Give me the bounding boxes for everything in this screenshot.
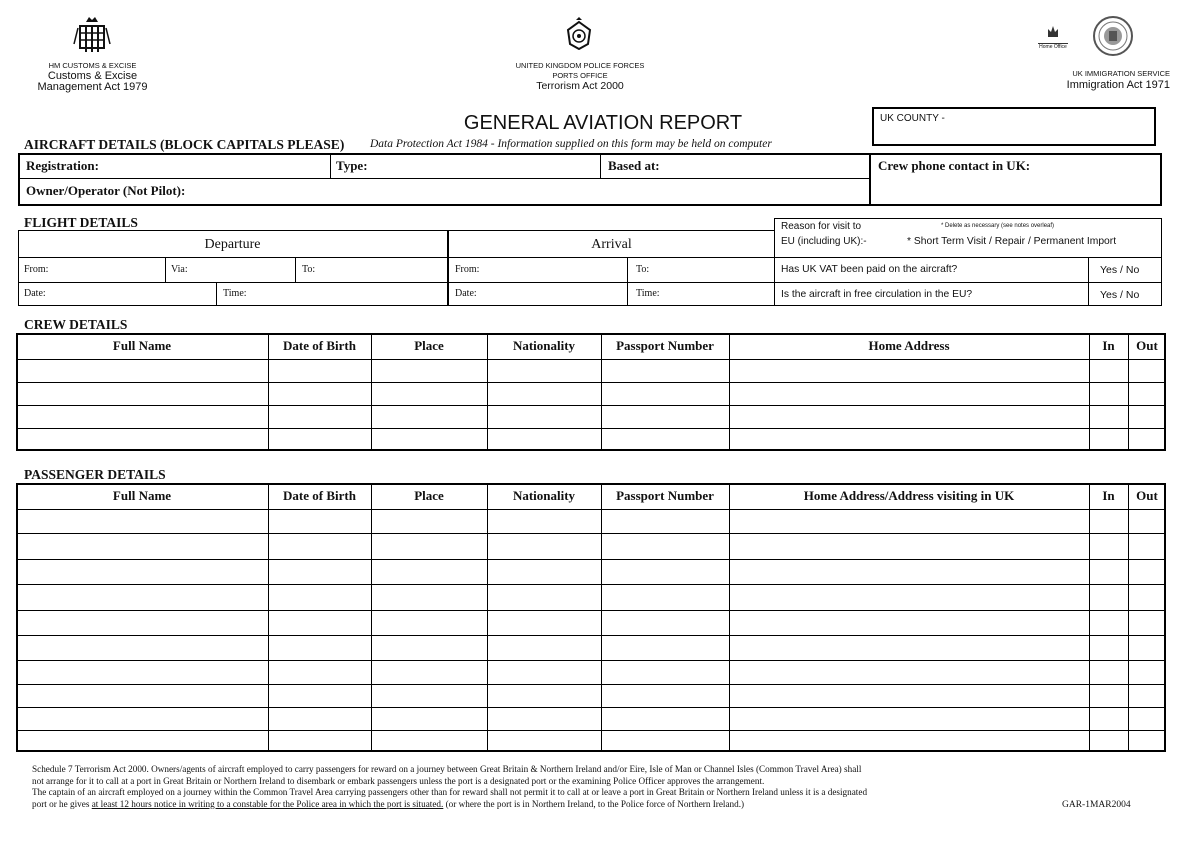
crew-col-header: Full Name — [112, 338, 172, 353]
free-circulation-yes-no[interactable]: Yes / No — [1100, 289, 1140, 301]
eu-box-line-2 — [774, 282, 1162, 283]
crew-cell[interactable] — [17, 406, 267, 427]
passenger-col-header: In — [1102, 488, 1115, 503]
passenger-cell[interactable] — [17, 611, 267, 634]
immigration-act: Immigration Act 1971 — [1066, 79, 1170, 91]
passenger-cell[interactable] — [269, 708, 370, 729]
passenger-cell[interactable] — [602, 685, 728, 706]
eu-including-uk-label: EU (including UK):- — [781, 236, 867, 247]
passenger-cell[interactable] — [488, 708, 600, 729]
passenger-cell[interactable] — [372, 510, 486, 532]
crew-cell[interactable] — [269, 429, 370, 450]
crew-row — [16, 359, 1166, 382]
passenger-cell[interactable] — [488, 611, 600, 634]
passenger-cell[interactable] — [488, 534, 600, 558]
police-badge-icon — [566, 16, 592, 50]
passenger-cell[interactable] — [602, 560, 728, 583]
portcullis-crest-icon — [72, 14, 112, 58]
passenger-details-heading: PASSENGER DETAILS — [24, 467, 166, 482]
departure-via-field[interactable] — [167, 259, 294, 281]
passenger-cell[interactable] — [602, 661, 728, 683]
arrival-header: Arrival — [591, 237, 632, 252]
crew-cell[interactable] — [602, 360, 728, 381]
crew-cell[interactable] — [1129, 406, 1165, 427]
passenger-cell[interactable] — [17, 731, 267, 751]
passenger-cell[interactable] — [1090, 510, 1127, 532]
customs-agency-name: HM CUSTOMS & EXCISE — [48, 61, 137, 70]
passenger-cell[interactable] — [1129, 560, 1165, 583]
terrorism-act: Terrorism Act 2000 — [536, 80, 624, 92]
crew-table — [16, 333, 1166, 451]
crew-row — [16, 382, 1166, 405]
passenger-cell[interactable] — [488, 636, 600, 659]
footer-line-2: not arrange for it to call at a port in Great Britain or Northern Ireland to disembark or embark passengers unless the port is a designated port or the examining Police Officer approves the arrangement. — [32, 775, 765, 786]
passenger-cell[interactable] — [372, 708, 486, 729]
crew-cell[interactable] — [372, 383, 486, 404]
passenger-cell[interactable] — [1129, 585, 1165, 609]
footer-line-4-start: port or he gives — [32, 798, 92, 809]
owner-operator-label: Owner/Operator (Not Pilot): — [26, 183, 186, 198]
legal-footer — [32, 764, 1162, 810]
crew-cell[interactable] — [1090, 406, 1127, 427]
type-label: Type: — [336, 158, 368, 173]
passenger-cell[interactable] — [1090, 611, 1127, 634]
crown-icon — [1047, 24, 1059, 38]
visit-reason-options[interactable]: * Short Term Visit / Repair / Permanent Import — [907, 236, 1117, 247]
registration-field[interactable] — [20, 155, 329, 177]
passenger-cell[interactable] — [730, 731, 1088, 751]
passenger-cell[interactable] — [730, 585, 1088, 609]
passenger-row — [16, 610, 1166, 635]
notice-requirement: at least 12 hours notice in writing to a constable for the Police area in which the port is situated. — [91, 798, 444, 809]
immigration-service-name: UK IMMIGRATION SERVICE — [1072, 69, 1170, 78]
crew-cell[interactable] — [1090, 383, 1127, 404]
home-office-badge — [1038, 24, 1068, 50]
passenger-cell[interactable] — [730, 708, 1088, 729]
police-header-text — [480, 61, 680, 92]
passenger-cell[interactable] — [730, 510, 1088, 532]
passenger-cell[interactable] — [269, 611, 370, 634]
passenger-cell[interactable] — [602, 510, 728, 532]
passenger-row — [16, 635, 1166, 660]
passenger-cell[interactable] — [488, 731, 600, 751]
passenger-cell[interactable] — [372, 611, 486, 634]
arr-col-divider — [627, 257, 628, 305]
passenger-cell[interactable] — [730, 560, 1088, 583]
free-circulation-question: Is the aircraft in free circulation in the EU? — [781, 289, 973, 300]
crew-row — [16, 405, 1166, 428]
passenger-row — [16, 509, 1166, 533]
crew-cell[interactable] — [602, 406, 728, 427]
passenger-cell[interactable] — [1129, 636, 1165, 659]
crew-cell[interactable] — [602, 383, 728, 404]
passenger-cell[interactable] — [1129, 611, 1165, 634]
passenger-col-header: Home Address/Address visiting in UK — [803, 488, 1015, 503]
passenger-cell[interactable] — [730, 636, 1088, 659]
passenger-cell[interactable] — [17, 510, 267, 532]
flight-top-line — [18, 230, 774, 231]
passenger-cell[interactable] — [1090, 661, 1127, 683]
police-forces-name: UNITED KINGDOM POLICE FORCES — [515, 61, 645, 70]
passenger-cell[interactable] — [730, 611, 1088, 634]
passenger-cell[interactable] — [17, 585, 267, 609]
passenger-row — [16, 707, 1166, 730]
crew-cell[interactable] — [730, 383, 1088, 404]
passenger-cell[interactable] — [372, 685, 486, 706]
departure-date-field[interactable] — [20, 284, 215, 304]
passenger-cell[interactable] — [269, 636, 370, 659]
passenger-row — [16, 660, 1166, 684]
passenger-cell[interactable] — [1129, 510, 1165, 532]
form-code: GAR-1MAR2004 — [1062, 800, 1131, 810]
vat-yes-no[interactable]: Yes / No — [1100, 264, 1140, 276]
crew-row — [16, 428, 1166, 451]
crew-details-heading: CREW DETAILS — [24, 317, 128, 332]
passenger-cell[interactable] — [1129, 708, 1165, 729]
passenger-cell[interactable] — [17, 534, 267, 558]
crew-cell[interactable] — [488, 360, 600, 381]
passenger-cell[interactable] — [17, 560, 267, 583]
passenger-cell[interactable] — [730, 685, 1088, 706]
passenger-row — [16, 684, 1166, 707]
passenger-col-header: Full Name — [112, 488, 172, 503]
passenger-cell[interactable] — [602, 708, 728, 729]
passenger-cell[interactable] — [602, 731, 728, 751]
crew-cell[interactable] — [488, 406, 600, 427]
departure-time-field[interactable] — [218, 284, 446, 304]
arrival-from-field[interactable] — [450, 259, 626, 281]
passenger-cell[interactable] — [488, 661, 600, 683]
passenger-cell[interactable] — [488, 585, 600, 609]
departure-from-field[interactable] — [20, 259, 164, 281]
passenger-col-header: Date of Birth — [283, 488, 356, 503]
dep-from-via-divider — [165, 257, 166, 282]
crew-cell[interactable] — [1129, 383, 1165, 404]
passenger-row — [16, 730, 1166, 752]
crew-col-header: Passport Number — [616, 338, 714, 353]
passenger-cell[interactable] — [1090, 685, 1127, 706]
passenger-col-header: Nationality — [512, 488, 576, 503]
ports-office-name: PORTS OFFICE — [552, 70, 608, 80]
dep-date-time-divider — [216, 282, 217, 305]
crew-cell[interactable] — [730, 406, 1088, 427]
crew-cell[interactable] — [730, 360, 1088, 381]
passenger-row — [16, 559, 1166, 584]
passenger-cell[interactable] — [17, 708, 267, 729]
arrival-to-field[interactable] — [629, 259, 773, 281]
passenger-cell[interactable] — [1129, 685, 1165, 706]
passenger-col-header: Passport Number — [616, 488, 714, 503]
arrival-date-label: Date: — [455, 288, 477, 299]
passenger-row — [16, 533, 1166, 559]
passenger-cell[interactable] — [1090, 560, 1127, 583]
crew-cell[interactable] — [730, 429, 1088, 450]
flight-bottom-line — [18, 305, 774, 306]
passenger-col-header: Place — [414, 488, 444, 503]
page-title: GENERAL AVIATION REPORT — [463, 112, 743, 134]
arrival-to-label: To: — [636, 264, 650, 275]
crew-col-header: Date of Birth — [283, 338, 356, 353]
crew-col-header: Place — [414, 338, 444, 353]
passenger-cell[interactable] — [602, 611, 728, 634]
eu-box-yesno-divider — [1088, 257, 1089, 306]
crew-phone-field[interactable] — [871, 155, 1160, 204]
arrival-date-field[interactable] — [450, 284, 626, 304]
crew-cell[interactable] — [602, 429, 728, 450]
arrival-from-label: From: — [455, 264, 480, 275]
footer-line-4 — [32, 799, 1162, 811]
crew-cell[interactable] — [1090, 429, 1127, 450]
uk-county-box[interactable] — [872, 107, 1156, 146]
passenger-cell[interactable] — [730, 534, 1088, 558]
passenger-cell[interactable] — [1090, 636, 1127, 659]
passenger-cell[interactable] — [269, 510, 370, 532]
passenger-cell[interactable] — [372, 534, 486, 558]
crew-cell[interactable] — [1129, 360, 1165, 381]
crew-cell[interactable] — [372, 429, 486, 450]
arrival-time-field[interactable] — [629, 284, 773, 304]
passenger-cell[interactable] — [1090, 708, 1127, 729]
aircraft-details-heading: AIRCRAFT DETAILS (BLOCK CAPITALS PLEASE) — [24, 137, 345, 152]
royal-arms-seal-icon — [1092, 15, 1134, 57]
footer-line-3: The captain of an aircraft employed on a journey within the Common Travel Area carrying passengers other than for reward shall not permit it to call at or leave a port in Great Britain or Northern Ireland unless it is a designated — [32, 787, 868, 798]
crew-cell[interactable] — [1090, 360, 1127, 381]
crew-cell[interactable] — [372, 360, 486, 381]
data-protection-note: Data Protection Act 1984 - Information supplied on this form may be held on computer — [370, 138, 772, 150]
crew-cell[interactable] — [269, 360, 370, 381]
arrival-time-label: Time: — [636, 288, 660, 299]
crew-cell[interactable] — [269, 383, 370, 404]
delete-note: * Delete as necessary (see notes overleaf) — [941, 223, 1055, 229]
passenger-cell[interactable] — [269, 731, 370, 751]
flight-header-line — [18, 257, 774, 258]
vat-question: Has UK VAT been paid on the aircraft? — [781, 264, 958, 275]
reason-for-visit-label: Reason for visit to — [781, 221, 862, 232]
based-at-field[interactable] — [601, 155, 868, 177]
passenger-cell[interactable] — [488, 560, 600, 583]
crew-cell[interactable] — [488, 383, 600, 404]
flight-row-line — [18, 282, 774, 283]
departure-time-label: Time: — [223, 288, 247, 299]
flight-details-heading: FLIGHT DETAILS — [24, 215, 138, 230]
crew-cell[interactable] — [17, 383, 267, 404]
passenger-cell[interactable] — [602, 534, 728, 558]
passenger-cell[interactable] — [1090, 585, 1127, 609]
customs-name: Customs & Excise — [47, 70, 138, 82]
immigration-header-text — [1010, 69, 1170, 92]
crew-cell[interactable] — [372, 406, 486, 427]
customs-header-text — [30, 60, 155, 93]
departure-from-label: From: — [24, 264, 49, 275]
passenger-cell[interactable] — [372, 585, 486, 609]
passenger-cell[interactable] — [488, 685, 600, 706]
passenger-cell[interactable] — [730, 661, 1088, 683]
crew-col-header: Home Address — [868, 338, 950, 353]
passenger-cell[interactable] — [1129, 534, 1165, 558]
uk-county-label: UK COUNTY - — [880, 113, 945, 124]
crew-col-header: In — [1102, 338, 1115, 353]
passenger-cell[interactable] — [17, 636, 267, 659]
departure-via-label: Via: — [171, 264, 188, 275]
passenger-cell[interactable] — [17, 661, 267, 683]
departure-header: Departure — [204, 237, 261, 252]
crew-col-header: Nationality — [512, 338, 576, 353]
passenger-cell[interactable] — [1090, 534, 1127, 558]
departure-to-label: To: — [302, 264, 316, 275]
customs-act: Management Act 1979 — [37, 81, 148, 93]
passenger-cell[interactable] — [372, 560, 486, 583]
passenger-cell[interactable] — [602, 636, 728, 659]
passenger-cell[interactable] — [269, 661, 370, 683]
passenger-cell[interactable] — [372, 661, 486, 683]
passenger-cell[interactable] — [1090, 731, 1127, 751]
home-office-label: Home Office — [1039, 44, 1067, 50]
passenger-cell[interactable] — [602, 585, 728, 609]
footer-line-4-end: (or where the port is in Northern Ireland, to the Police force of Northern Ireland.) — [443, 798, 745, 809]
based-at-label: Based at: — [608, 158, 660, 173]
passenger-cell[interactable] — [488, 510, 600, 532]
dep-via-to-divider — [295, 257, 296, 282]
passenger-cell[interactable] — [269, 585, 370, 609]
eu-box-line-1 — [774, 257, 1162, 258]
passenger-cell[interactable] — [1129, 661, 1165, 683]
departure-to-field[interactable] — [297, 259, 446, 281]
type-field[interactable] — [331, 155, 599, 177]
passenger-cell[interactable] — [372, 636, 486, 659]
passenger-cell[interactable] — [269, 534, 370, 558]
crew-cell[interactable] — [17, 360, 267, 381]
crew-phone-label: Crew phone contact in UK: — [878, 158, 1031, 173]
crew-col-header: Out — [1136, 338, 1158, 353]
registration-label: Registration: — [26, 158, 99, 173]
passenger-row — [16, 584, 1166, 610]
passenger-cell[interactable] — [269, 560, 370, 583]
passenger-cell[interactable] — [17, 685, 267, 706]
departure-date-label: Date: — [24, 288, 46, 299]
owner-operator-field[interactable] — [20, 179, 868, 204]
passenger-cell[interactable] — [1129, 731, 1165, 751]
crew-cell[interactable] — [1129, 429, 1165, 450]
passenger-table — [16, 483, 1166, 752]
footer-line-1: Schedule 7 Terrorism Act 2000. Owners/agents of aircraft employed to carry passengers for reward on a journey between Great Britain & Northern Ireland and/or Eire, Isle of Man or Channel Isles (Common Travel Area) shall — [32, 764, 862, 774]
passenger-cell[interactable] — [269, 685, 370, 706]
passenger-col-header: Out — [1136, 488, 1158, 503]
passenger-cell[interactable] — [372, 731, 486, 751]
crew-cell[interactable] — [17, 429, 267, 450]
crew-cell[interactable] — [269, 406, 370, 427]
crew-cell[interactable] — [488, 429, 600, 450]
